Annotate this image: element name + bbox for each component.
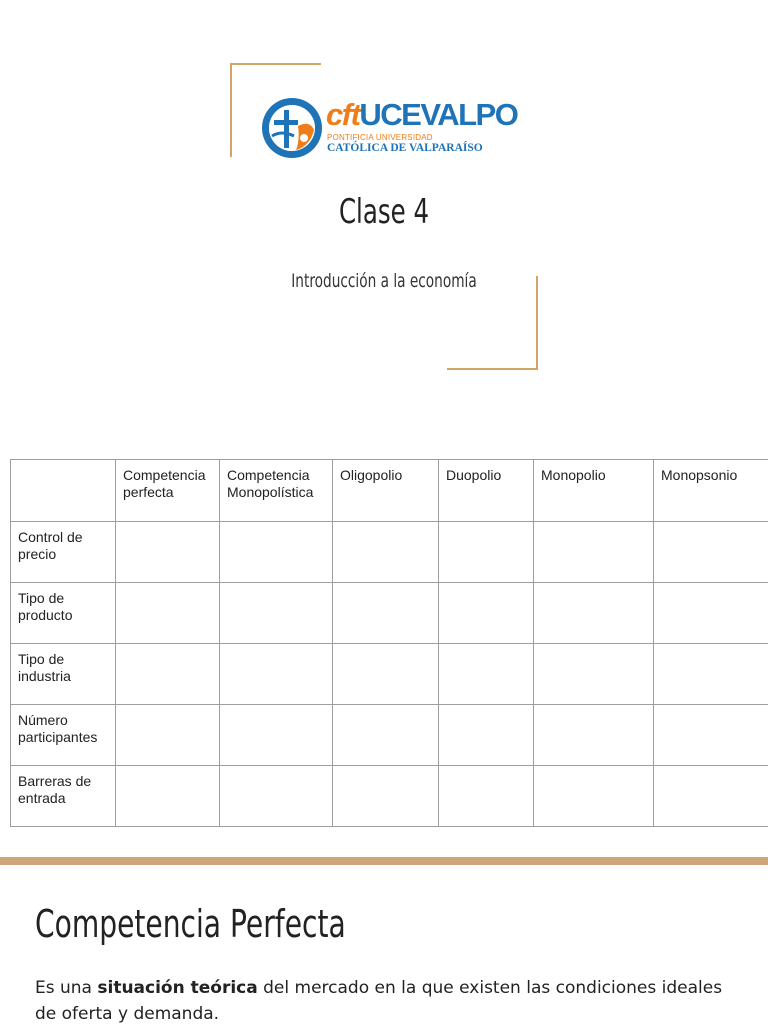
table-cell: [654, 522, 768, 583]
table-cell: [654, 766, 768, 827]
table-row: [11, 766, 768, 827]
corner-decoration-top-left-vertical: [230, 63, 232, 157]
table-cell: [116, 644, 220, 705]
corner-decoration-bottom-right: [447, 368, 538, 370]
table-cell: [534, 583, 654, 644]
table-row: [11, 522, 768, 583]
row-label: Número participantes: [11, 705, 116, 766]
body-suffix: del mercado en la que existen las condiciones ideales de oferta y demanda.: [35, 978, 722, 1024]
table-row: [11, 583, 768, 644]
logo-line-1: PONTIFICIA UNIVERSIDAD: [327, 133, 433, 142]
logo-wordmark-ucevalpo: UCEVALPO: [359, 97, 517, 132]
table-cell: [116, 766, 220, 827]
table-cell: [654, 705, 768, 766]
table-cell: [220, 705, 333, 766]
logo-line-2: CATÓLICA DE VALPARAÍSO: [327, 142, 483, 154]
column-header: Competencia perfecta: [116, 460, 220, 522]
table-cell: [654, 644, 768, 705]
table-cell: [333, 583, 439, 644]
table-cell: [439, 766, 534, 827]
row-label: Control de precio: [11, 522, 116, 583]
table-cell: [534, 766, 654, 827]
body-prefix: Es una: [35, 978, 97, 998]
body-emphasis: situación teórica: [97, 978, 257, 998]
logo-wordmark-cft: cft: [326, 97, 359, 132]
section-body: [35, 975, 735, 1027]
table-cell: [333, 766, 439, 827]
table-cell: [220, 766, 333, 827]
table-cell: [654, 583, 768, 644]
table-header-row: [11, 460, 768, 522]
table-cell: [333, 644, 439, 705]
table-cell: [220, 583, 333, 644]
slide-title: Clase 4: [108, 192, 661, 232]
table-body: [11, 460, 768, 827]
table-cell: [116, 583, 220, 644]
row-label: Tipo de producto: [11, 583, 116, 644]
table-cell: [439, 583, 534, 644]
table-cell: [116, 522, 220, 583]
table-row: [11, 644, 768, 705]
section-title: Competencia Perfecta: [35, 902, 346, 946]
table-corner-cell: [11, 460, 116, 522]
table-cell: [220, 644, 333, 705]
logo-wordmark: [326, 98, 517, 132]
column-header: Oligopolio: [333, 460, 439, 522]
column-header: Duopolio: [439, 460, 534, 522]
title-slide: [0, 0, 768, 400]
market-structures-table: [10, 459, 768, 827]
slide-subtitle: Introducción a la economía: [108, 270, 661, 292]
table-row: [11, 705, 768, 766]
column-header: Competencia Monopolística: [220, 460, 333, 522]
corner-decoration-top-left: [230, 63, 321, 65]
table-cell: [116, 705, 220, 766]
table-cell: [534, 522, 654, 583]
slide-divider: [0, 857, 768, 865]
table-cell: [333, 522, 439, 583]
column-header: Monopolio: [534, 460, 654, 522]
table-cell: [439, 705, 534, 766]
table-cell: [534, 644, 654, 705]
column-header: Monopsonio: [654, 460, 768, 522]
table-cell: [333, 705, 439, 766]
table-cell: [220, 522, 333, 583]
row-label: Tipo de industria: [11, 644, 116, 705]
seal-icon: [260, 96, 324, 160]
table-cell: [439, 522, 534, 583]
table-cell: [439, 644, 534, 705]
institution-logo: [260, 96, 510, 160]
row-label: Barreras de entrada: [11, 766, 116, 827]
table-cell: [534, 705, 654, 766]
